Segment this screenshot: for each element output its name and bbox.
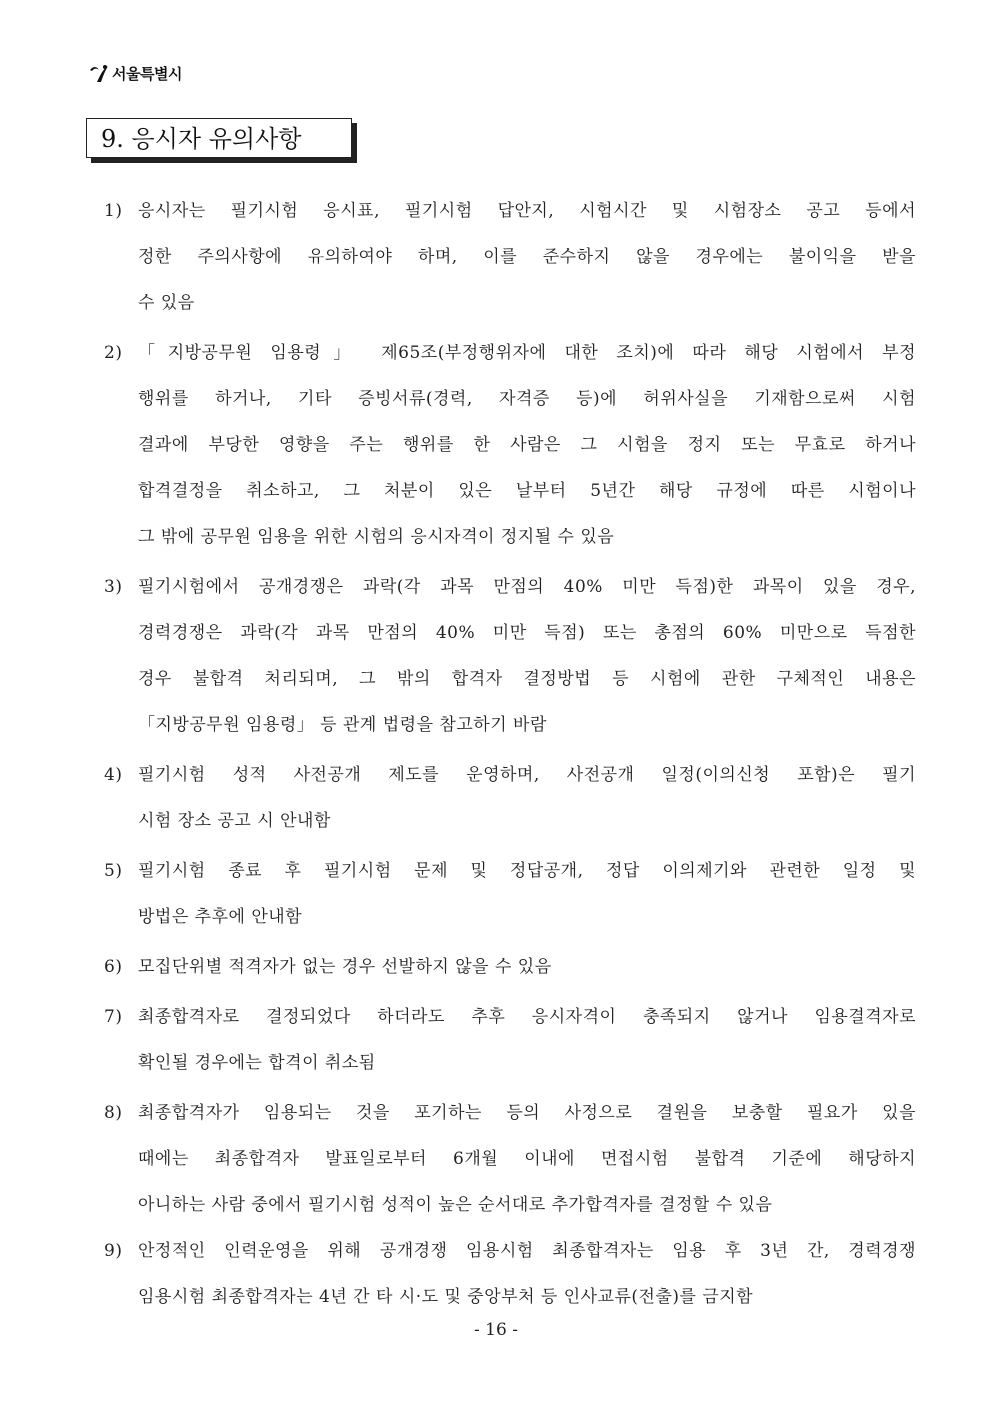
logo-text: 서울특별시 [112, 64, 182, 83]
text-line: 모집단위별 적격자가 없는 경우 선발하지 않을 수 있음 [138, 957, 552, 977]
text-line: 필기시험 종료 후 필기시험 문제 및 정답공개, 정답 이의제기와 관련한 일정 및 [138, 861, 916, 881]
notice-list [104, 188, 916, 1324]
list-item-number: 1) [104, 201, 123, 221]
list-item-number: 5) [104, 861, 123, 881]
list-item [104, 848, 916, 940]
text-line: 방법은 추후에 안내함 [138, 907, 303, 927]
list-item [104, 330, 916, 560]
text-line: 필기시험에서 공개경쟁은 과락(각 과목 만점의 40% 미만 득점)한 과목이 있을 경우, [138, 577, 916, 597]
text-line: 필기시험 성적 사전공개 제도를 운영하며, 사전공개 일정(이의신청 포함)은 필기 [138, 765, 916, 785]
list-item [104, 752, 916, 844]
seoul-logo-icon [88, 62, 110, 84]
list-item-text [138, 752, 916, 844]
text-line: 「지방공무원 임용령」 제65조(부정행위자에 대한 조치)에 따라 해당 시험에서 부정 [138, 343, 916, 363]
text-line: 경우 불합격 처리되며, 그 밖의 합격자 결정방법 등 시험에 관한 구체적인 내용은 [138, 669, 916, 689]
text-line: 정한 주의사항에 유의하여야 하며, 이를 준수하지 않을 경우에는 불이익을 받을 [138, 247, 916, 267]
section-title-box [86, 118, 352, 158]
text-line: 확인될 경우에는 합격이 취소됨 [138, 1053, 376, 1073]
list-item [104, 994, 916, 1086]
text-line: 「지방공무원 임용령」 등 관계 법령을 참고하기 바람 [138, 715, 547, 735]
text-line: 합격결정을 취소하고, 그 처분이 있은 날부터 5년간 해당 규정에 따른 시험이나 [138, 481, 916, 501]
text-line: 안정적인 인력운영을 위해 공개경쟁 임용시험 최종합격자는 임용 후 3년 간, 경력경쟁 [138, 1241, 916, 1261]
text-line: 경력경쟁은 과락(각 과목 만점의 40% 미만 득점) 또는 총점의 60% 미만으로 득점한 [138, 623, 916, 643]
list-item [104, 188, 916, 326]
text-line: 아니하는 사람 중에서 필기시험 성적이 높은 순서대로 추가합격자를 결정할 수 있음 [138, 1195, 773, 1215]
list-item-text [138, 848, 916, 940]
section-title: 9. 응시자 유의사항 [86, 118, 352, 158]
text-line: 시험 장소 공고 시 안내함 [138, 811, 331, 831]
page-number: - 16 - [474, 1320, 518, 1340]
text-line: 행위를 하거나, 기타 증빙서류(경력, 자격증 등)에 허위사실을 기재함으로써 시험 [138, 389, 916, 409]
list-item-number: 3) [104, 577, 123, 597]
list-item-number: 2) [104, 343, 123, 363]
list-item-text [138, 330, 916, 560]
text-line: 그 밖에 공무원 임용을 위한 시험의 응시자격이 정지될 수 있음 [138, 527, 615, 547]
list-item-number: 7) [104, 1007, 123, 1027]
list-item [104, 1228, 916, 1320]
list-item-number: 8) [104, 1103, 123, 1123]
text-line: 임용시험 최종합격자는 4년 간 타 시·도 및 중앙부처 등 인사교류(전출)를 금지함 [138, 1287, 754, 1307]
list-item [104, 944, 916, 990]
text-line: 수 있음 [138, 293, 195, 313]
list-item-text [138, 1228, 916, 1320]
list-item-text [138, 1090, 916, 1228]
header-logo [88, 62, 182, 84]
list-item-text [138, 994, 916, 1086]
list-item-number: 9) [104, 1241, 123, 1261]
list-item [104, 564, 916, 748]
list-item-text [138, 188, 916, 326]
text-line: 때에는 최종합격자 발표일로부터 6개월 이내에 면접시험 불합격 기준에 해당하지 [138, 1149, 916, 1169]
list-item-number: 6) [104, 957, 123, 977]
list-item-number: 4) [104, 765, 123, 785]
list-item-text [138, 564, 916, 748]
text-line: 결과에 부당한 영향을 주는 행위를 한 사람은 그 시험을 정지 또는 무효로 하거나 [138, 435, 916, 455]
text-line: 최종합격자로 결정되었다 하더라도 추후 응시자격이 충족되지 않거나 임용결격자로 [138, 1007, 916, 1027]
text-line: 최종합격자가 임용되는 것을 포기하는 등의 사정으로 결원을 보충할 필요가 있을 [138, 1103, 916, 1123]
list-item [104, 1090, 916, 1228]
list-item-text [138, 944, 916, 990]
text-line: 응시자는 필기시험 응시표, 필기시험 답안지, 시험시간 및 시험장소 공고 등에서 [138, 201, 916, 221]
